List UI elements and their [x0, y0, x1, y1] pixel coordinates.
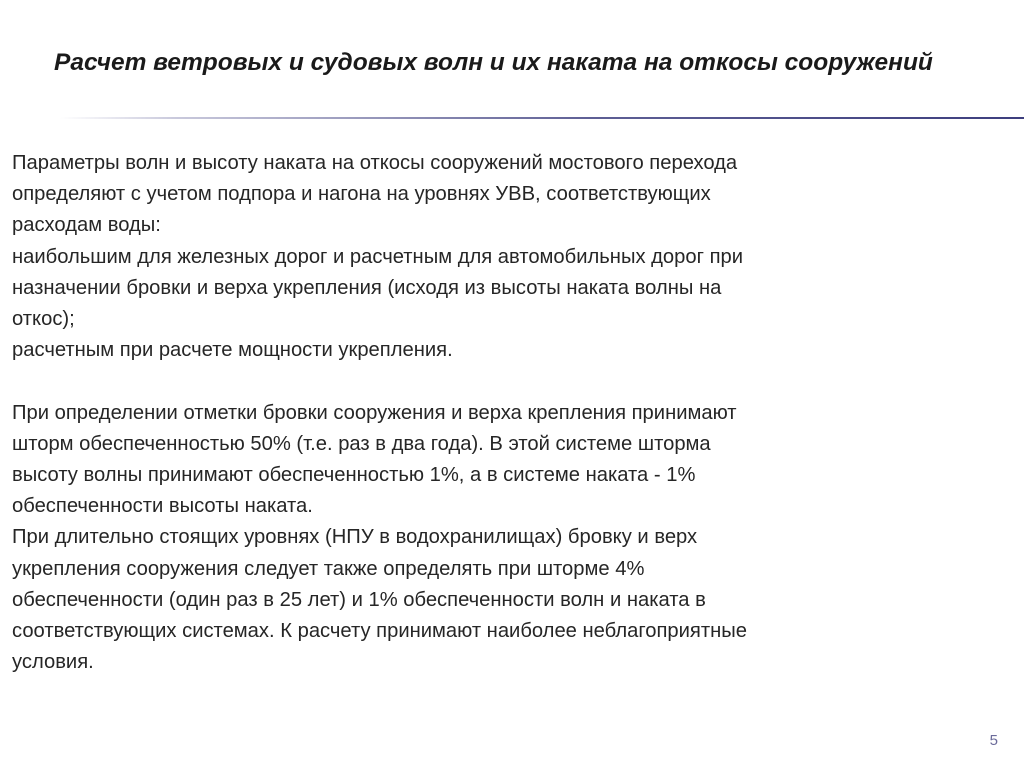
page-number: 5 [989, 732, 998, 749]
paragraph-spacer [12, 366, 1002, 397]
paragraph-storm-conditions: При определении отметки бровки сооружения и верха крепления принимают шторм обеспеченностью 50% (т.е. раз в два года). В этой системе шторма высоту волны принимают обеспеченностью 1%, а в системе наката - 1% обеспеченности высоты наката. При длительно стоящих уровнях (НПУ в водохранилищах) бровку и верх укрепления сооружения следует также определять при шторме 4% обеспеченности (один раз в 25 лет) и 1% обеспеченности волн и наката в соответствующих системах. К расчету принимают наиболее неблагоприятные условия. [12, 401, 747, 674]
slide-body [12, 148, 1002, 678]
paragraph-wave-parameters: Параметры волн и высоту наката на откосы сооружений мостового перехода определяют с учетом подпора и нагона на уровнях УВВ, соответствующих расходам воды: наибольшим для железных дорог и расчетным для автомобильных дорог при назначении бровки и верха укрепления (исходя из высоты наката волны на откос); расчетным при расчете мощности укрепления. [12, 152, 744, 362]
title-divider [60, 117, 1024, 119]
slide-title: Расчет ветровых и судовых волн и их наката на откосы сооружений [54, 49, 933, 76]
